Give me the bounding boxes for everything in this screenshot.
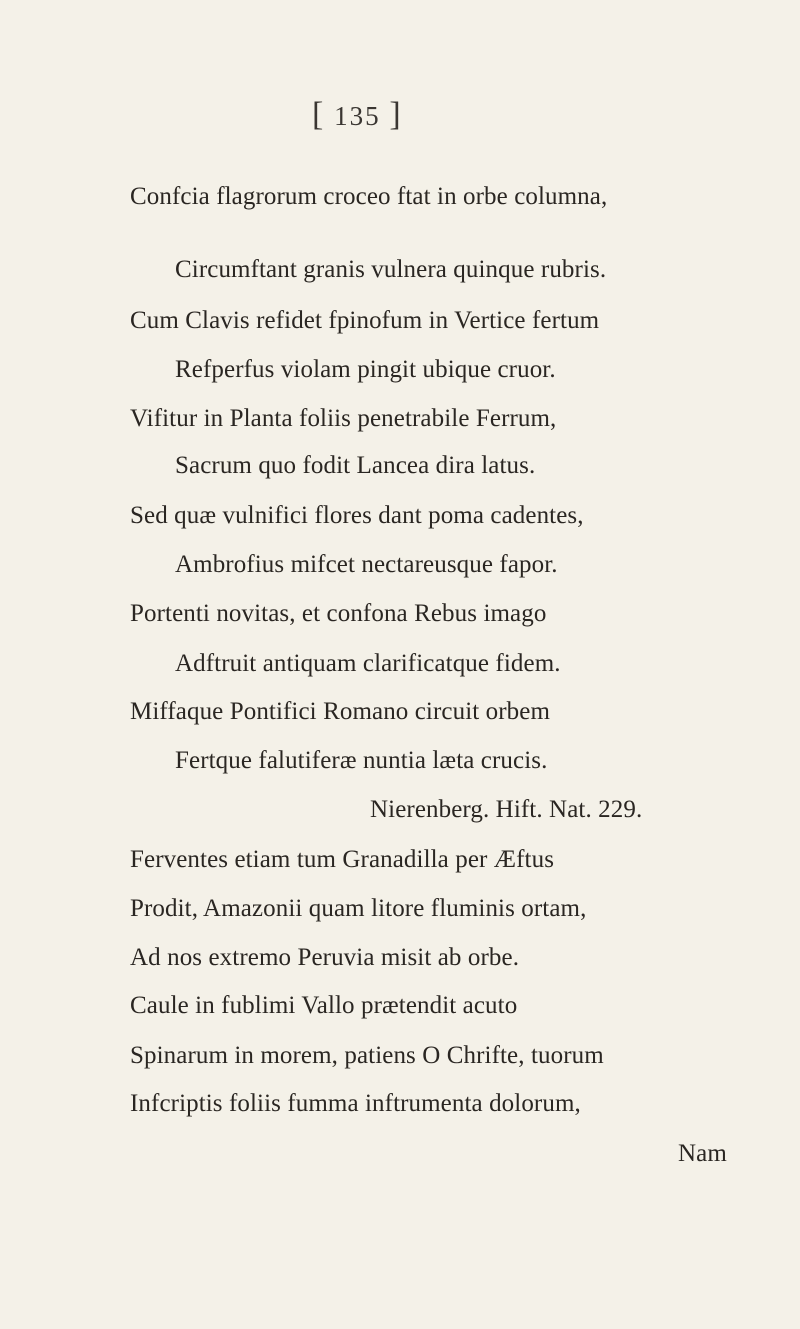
poem-line: Confcia flagrorum croceo ftat in orbe columna, [130,183,608,210]
poem-line: Fertque falutiferæ nuntia læta crucis. [175,747,548,774]
catchword: Nam [678,1140,727,1167]
poem-line: Circumftant granis vulnera quinque rubris. [175,256,607,283]
header-bracket-close: ] [389,96,403,133]
poem-line: Caule in fublimi Vallo prætendit acuto [130,992,518,1019]
page-number: 135 [334,101,381,131]
poem-line: Infcriptis foliis fumma inftrumenta dolorum, [130,1090,581,1117]
citation: Nierenberg. Hift. Nat. 229. [370,796,643,823]
poem-line: Ambrofius mifcet nectareusque fapor. [175,551,558,578]
poem-line: Sacrum quo fodit Lancea dira latus. [175,452,536,479]
poem-line: Ad nos extremo Peruvia misit ab orbe. [130,944,520,971]
poem-line: Refperfus violam pingit ubique cruor. [175,356,556,383]
poem-line: Cum Clavis refidet fpinofum in Vertice fertum [130,307,600,334]
poem-line: Spinarum in morem, patiens O Chrifte, tuorum [130,1042,604,1069]
poem-line: Adftruit antiquam clarificatque fidem. [175,650,561,677]
poem-line: Sed quæ vulnifici flores dant poma cadentes, [130,502,584,529]
header-bracket-open: [ [312,96,326,133]
poem-line: Portenti novitas, et confona Rebus imago [130,600,547,627]
poem-line: Ferventes etiam tum Granadilla per Æftus [130,846,555,873]
poem-line: Miffaque Pontifici Romano circuit orbem [130,698,551,725]
poem-line: Vifitur in Planta foliis penetrabile Ferrum, [130,405,557,432]
page-header [312,96,403,134]
poem-line: Prodit, Amazonii quam litore fluminis ortam, [130,895,587,922]
